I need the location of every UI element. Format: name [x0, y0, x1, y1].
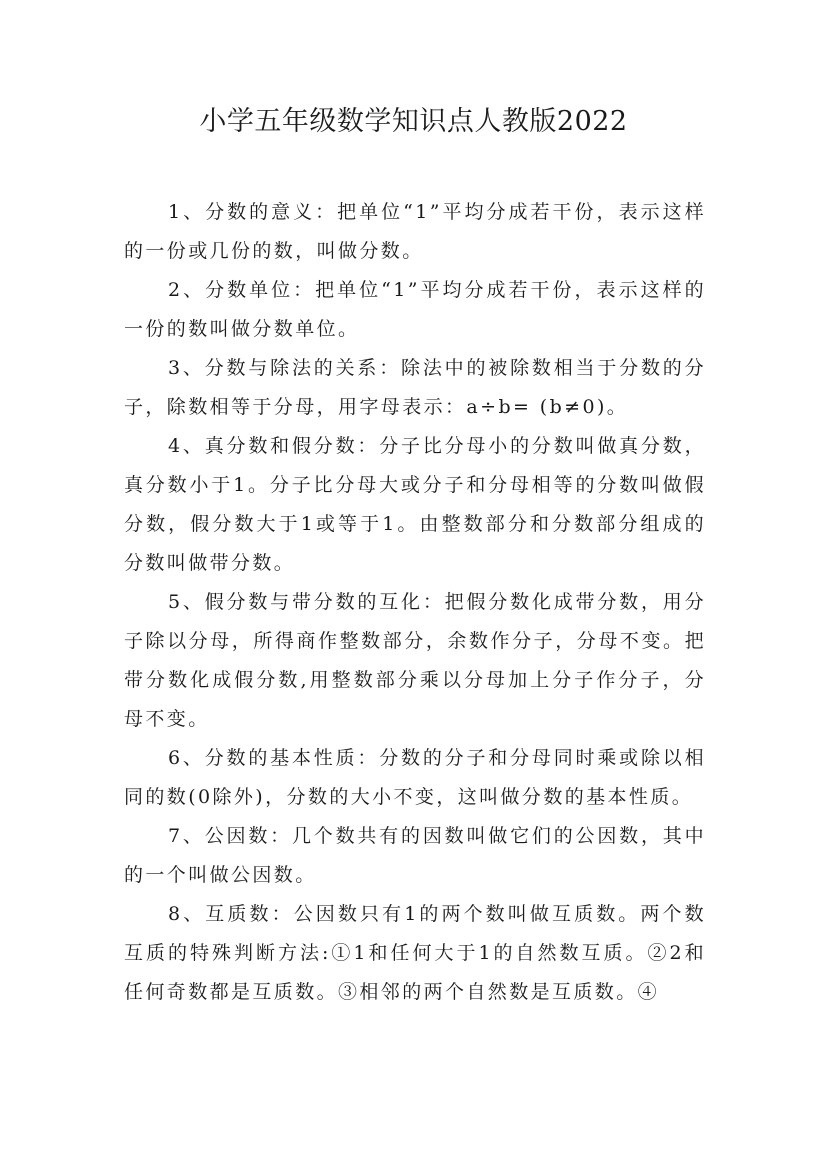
paragraph-5: 5、假分数与带分数的互化：把假分数化成带分数，用分子除以分母，所得商作整数部分，余数作分子，分母不变。把带分数化成假分数,用整数部分乘以分母加上分子作分子，分母不变。	[124, 591, 706, 730]
paragraph-3: 3、分数与除法的关系：除法中的被除数相当于分数的分子，除数相等于分母，用字母表示：a÷b= (b≠0)。	[124, 357, 706, 418]
paragraph-6: 6、分数的基本性质：分数的分子和分母同时乘或除以相同的数(0除外)，分数的大小不变，这叫做分数的基本性质。	[124, 747, 706, 808]
paragraph-8: 8、互质数：公因数只有1的两个数叫做互质数。两个数互质的特殊判断方法:①1和任何大于1的自然数互质。②2和任何奇数都是互质数。③相邻的两个自然数是互质数。④	[124, 903, 706, 1003]
document-title: 小学五年级数学知识点人教版2022	[199, 106, 628, 137]
paragraph-4: 4、真分数和假分数：分子比分母小的分数叫做真分数，真分数小于1。分子比分母大或分子和分母相等的分数叫做假分数，假分数大于1或等于1。由整数部分和分数部分组成的分数叫做带分数。	[124, 435, 706, 574]
paragraph-1: 1、分数的意义：把单位“1”平均分成若干份，表示这样的一份或几份的数，叫做分数。	[124, 201, 706, 262]
paragraph-7: 7、公因数：几个数共有的因数叫做它们的公因数，其中的一个叫做公因数。	[124, 825, 706, 886]
paragraph-2: 2、分数单位：把单位“1”平均分成若干份，表示这样的一份的数叫做分数单位。	[124, 279, 706, 340]
document-body	[124, 193, 706, 1012]
